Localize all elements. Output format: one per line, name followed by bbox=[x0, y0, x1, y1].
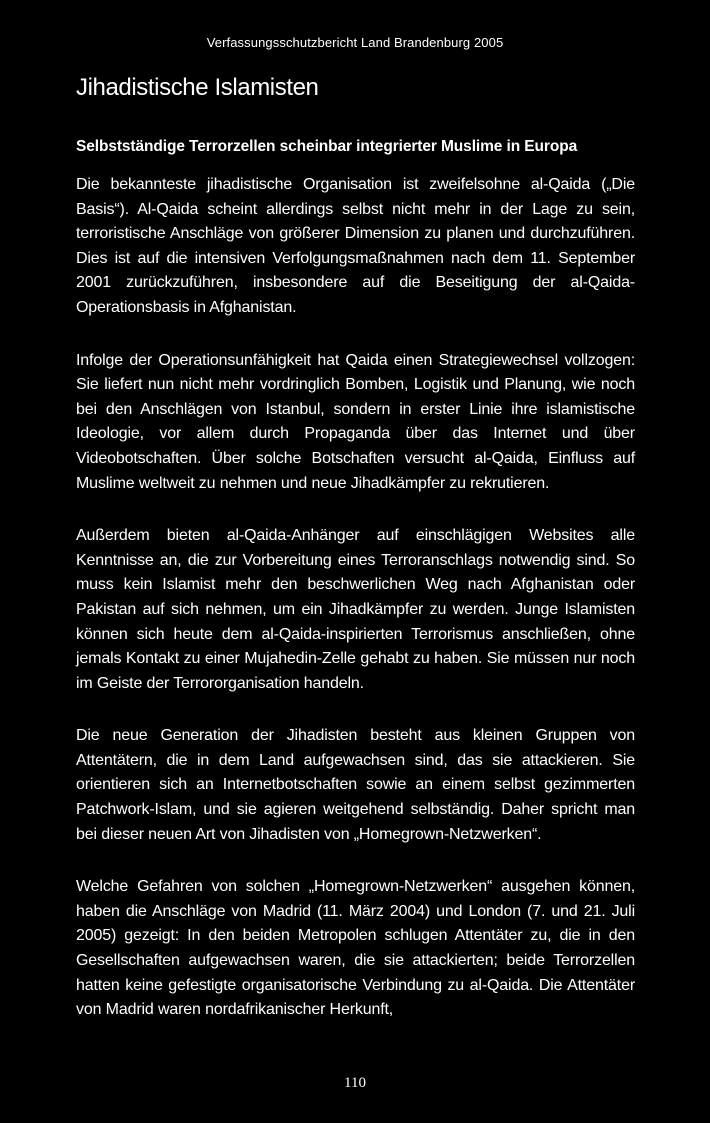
running-header: Verfassungsschutzbericht Land Brandenburg 2005 bbox=[206, 35, 504, 50]
body-text bbox=[76, 173, 635, 1051]
page-number: 110 bbox=[344, 1075, 366, 1091]
paragraph-2: Infolge der Operationsunfähigkeit hat Qaida einen Strategiewechsel vollzogen: Sie liefert nun nicht mehr vordringlich Bomben, Logistik und Planung, wie noch bei den Anschlägen von Istanbul, sondern in erster Linie ihre islamistische Ideologie, vor allem durch Propaganda über das Internet und über Videobotschaften. Über solche Botschaften versucht al-Qaida, Einfluss auf Muslime weltweit zu nehmen und neue Jihadkämpfer zu rekrutieren. bbox=[76, 351, 635, 492]
paragraph-4: Die neue Generation der Jihadisten besteht aus kleinen Gruppen von Attentätern, die in dem Land aufgewachsen sind, das sie attackieren. Sie orientieren sich an Internetbotschaften sowie an einem selbst gezimmerten Patchwork-Islam, und sie agieren weitgehend selbständig. Daher spricht man bei dieser neuen Art von Jihadisten von „Homegrown-Netzwerken“. bbox=[76, 727, 635, 843]
paragraph-3: Außerdem bieten al-Qaida-Anhänger auf einschlägigen Websites alle Kenntnisse an, die zur Vorbereitung eines Terroranschlags notwendig sind. So muss kein Islamist mehr den beschwerlichen Weg nach Afghanistan oder Pakistan auf sich nehmen, um ein Jihadkämpfer zu werden. Junge Islamisten können sich heute dem al-Qaida-inspirierten Terrorismus anschließen, ohne jemals Kontakt zu einer Mujahedin-Zelle gehabt zu haben. Sie müssen nur noch im Geiste der Terrororganisation handeln. bbox=[76, 527, 635, 692]
paragraph-1: Die bekannteste jihadistische Organisation ist zweifelsohne al-Qaida („Die Basis“). Al-Qaida scheint allerdings selbst nicht mehr in der Lage zu sein, terroristische Anschläge von größerer Dimension zu planen und durchzuführen. Dies ist auf die intensiven Verfolgungsmaßnahmen nach dem 11. September 2001 zurückzuführen, insbesondere auf die Beseitigung der al-Qaida-Operationsbasis in Afghanistan. bbox=[76, 176, 635, 316]
chapter-title: Jihadistische Islamisten bbox=[76, 74, 319, 101]
section-heading: Selbstständige Terrorzellen scheinbar integrierter Muslime in Europa bbox=[76, 138, 578, 155]
paragraph-5: Welche Gefahren von solchen „Homegrown-Netzwerken“ ausgehen können, haben die Anschläge von Madrid (11. März 2004) und London (7. und 21. Juli 2005) gezeigt: In den beiden Metropolen schlugen Attentäter zu, die in den Gesellschaften aufgewachsen waren, die sie attackierten; beide Terrorzellen hatten keine gefestigte organisatorische Verbindung zu al-Qaida. Die Attentäter von Madrid waren nordafrikanischer Herkunft, bbox=[76, 878, 635, 1019]
